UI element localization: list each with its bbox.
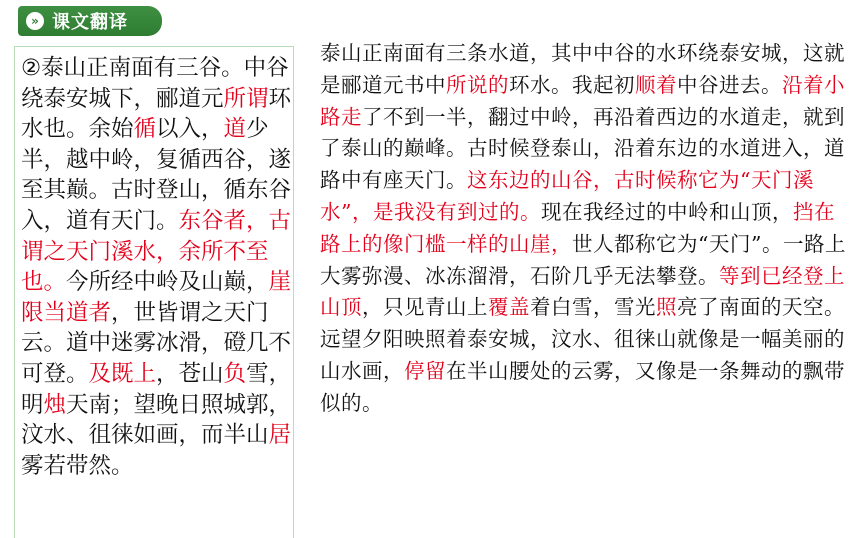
highlighted-phrase: 覆盖: [488, 295, 530, 320]
highlighted-phrase: 顺着: [635, 72, 677, 97]
text-segment: 以入，: [156, 116, 224, 143]
text-segment: 少半，越中岭，复循西谷，遂至其巅。古时登山，循东谷入，道有天门。: [21, 116, 292, 234]
highlighted-phrase: 照: [656, 295, 677, 320]
highlighted-phrase: 道: [223, 116, 247, 143]
section-title-badge: [18, 6, 162, 36]
text-segment: ，苍山: [156, 360, 224, 387]
text-segment: ②泰山正南面有三谷。中谷绕泰安城下，郦道元: [21, 55, 289, 112]
highlighted-phrase: 负: [223, 360, 247, 387]
original-text-box: [14, 46, 294, 538]
text-segment: 着白雪，雪光: [530, 295, 656, 320]
text-segment: 在半山腰处的云雾，又像是一条舞动的飘带似的。: [320, 358, 845, 415]
text-segment: 环水。我起初: [509, 72, 635, 97]
text-segment: ，只见青山上: [362, 295, 488, 320]
text-segment: 中谷进去。: [677, 72, 782, 97]
highlighted-phrase: 循: [133, 116, 157, 143]
highlighted-phrase: 所说的: [446, 72, 509, 97]
section-title: 课文翻译: [52, 12, 128, 33]
highlighted-phrase: 烛: [43, 391, 67, 418]
double-chevron-right-icon: »: [26, 12, 44, 30]
translation-text: [320, 38, 850, 420]
highlighted-phrase: 挡在路上的像门槛一样的山崖，: [320, 199, 835, 256]
text-segment: 今所经中岭及山巅，: [66, 269, 269, 296]
text-segment: 了不到一半，翻过中岭，再沿着西边的水道走，就到了泰山的巅峰。古时候登泰山，沿着东边的水道进入，道路中有座天门。: [320, 104, 845, 193]
text-segment: 亮了南面的天空。远望夕阳映照着泰安城，汶水、徂徕山就像是一幅美丽的山水画，: [320, 295, 845, 383]
highlighted-phrase: 居: [268, 422, 292, 449]
text-segment: 天南；望晚日照城郭，汶水、徂徕如画，而半山: [21, 391, 292, 449]
highlighted-phrase: 等到已经登上山顶: [320, 263, 845, 320]
highlighted-phrase: 所谓: [223, 85, 269, 112]
text-segment: 环水也。余始: [21, 85, 292, 143]
highlighted-phrase: 及既上: [88, 360, 157, 387]
highlighted-phrase: 崖限当道者: [21, 269, 292, 326]
highlighted-phrase: 这东边的山谷，古时候称它为“天门溪水”，是我没有到过的。: [320, 168, 814, 224]
highlighted-phrase: 东谷者，古谓之天门溪水，余所不至也。: [21, 207, 292, 296]
text-segment: 现在我经过的中岭和山顶，: [540, 199, 793, 224]
text-segment: 雾若带然。: [21, 452, 134, 479]
text-segment: ，世皆谓之天门云。道中迷雾冰滑，磴几不可登。: [21, 299, 292, 387]
text-segment: 世人都称它为“天门”。一路上大雾弥漫、冰冻溜滑，石阶几乎无法攀登。: [320, 231, 846, 288]
highlighted-phrase: 沿着小路走: [320, 72, 845, 129]
text-segment: 泰山正南面有三条水道，其中中谷的水环绕泰安城，这就是郦道元书中: [320, 41, 845, 97]
text-segment: 雪，明: [21, 360, 292, 418]
highlighted-phrase: 停留: [404, 358, 446, 383]
